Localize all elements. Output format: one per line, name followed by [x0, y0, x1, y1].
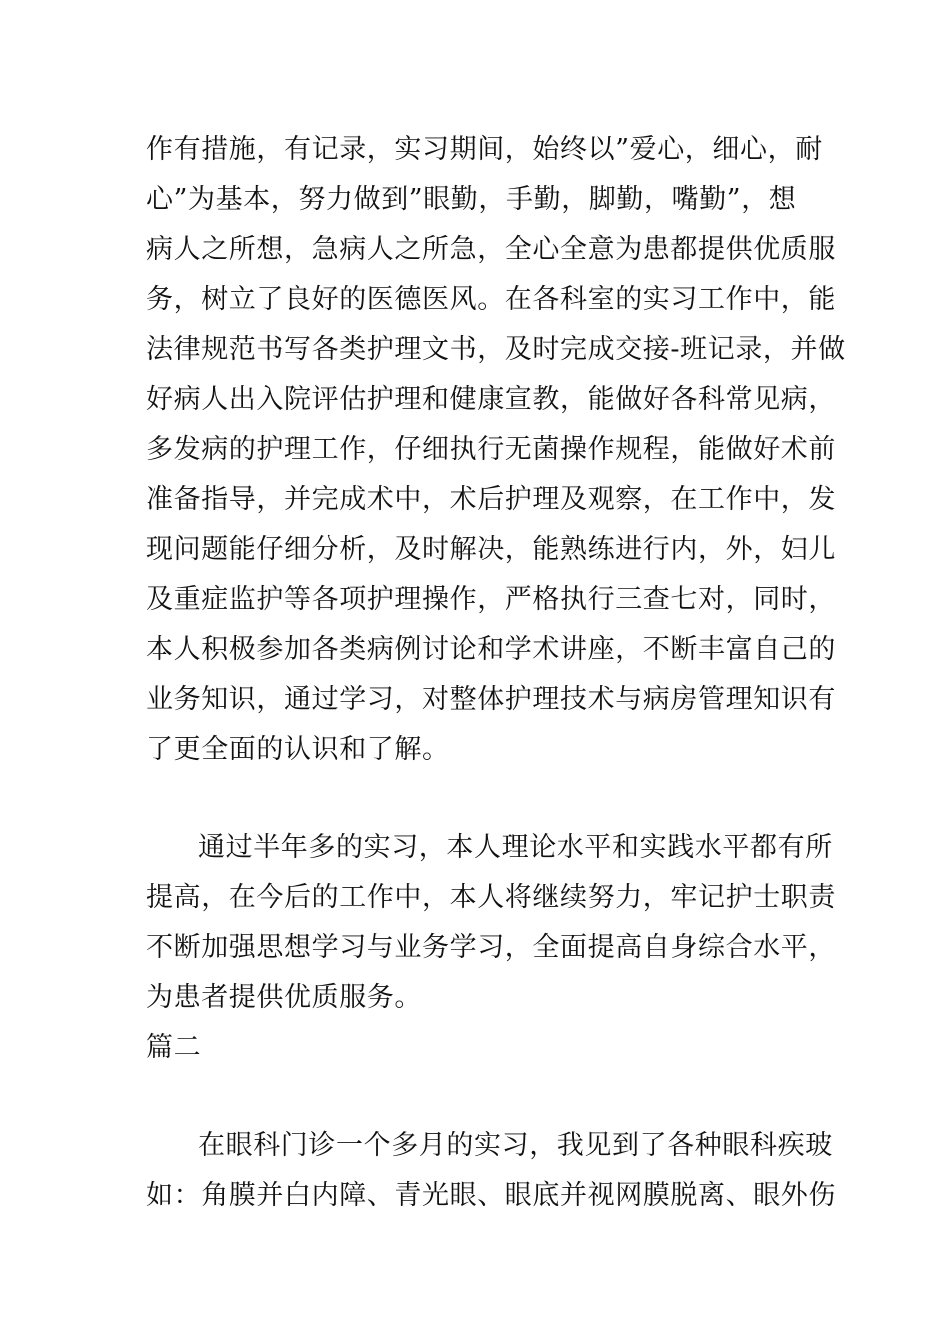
text-line: 好病人出入院评估护理和健康宣教，能做好各科常见病， [146, 384, 836, 415]
text-line: 现问题能仔细分析，及时解决，能熟练进行内，外，妇儿 [146, 534, 836, 565]
text-line: 务，树立了良好的医德医风。在各科室的实习工作中，能 [146, 284, 836, 315]
text-line: 不断加强思想学习与业务学习，全面提高自身综合水平， [146, 932, 836, 963]
text-line: 作有措施，有记录，实习期间，始终以”爱心，细心，耐 [146, 134, 823, 165]
text-line: 在眼科门诊一个多月的实习，我见到了各种眼科疾玻 [198, 1130, 833, 1161]
section-heading: 篇二 [146, 1032, 202, 1063]
text-line: 多发病的护理工作，仔细执行无菌操作规程，能做好术前 [146, 434, 836, 465]
text-line: 病人之所想，急病人之所急，全心全意为患都提供优质服 [146, 234, 836, 265]
text-line: 提高，在今后的工作中，本人将继续努力，牢记护士职责 [146, 882, 836, 913]
text-line: 心”为基本，努力做到”眼勤，手勤，脚勤，嘴勤”，想 [146, 184, 797, 215]
text-line: 准备指导，并完成术中，术后护理及观察，在工作中，发 [146, 484, 836, 515]
text-line: 业务知识，通过学习，对整体护理技术与病房管理知识有 [146, 684, 836, 715]
text-line: 了更全面的认识和了解。 [146, 734, 450, 765]
text-line: 本人积极参加各类病例讨论和学术讲座，不断丰富自己的 [146, 634, 836, 665]
text-line: 法律规范书写各类护理文书，及时完成交接-班记录，并做 [146, 334, 846, 365]
text-line: 及重症监护等各项护理操作，严格执行三查七对，同时， [146, 584, 836, 615]
text-line: 通过半年多的实习，本人理论水平和实践水平都有所 [198, 832, 833, 863]
text-line: 为患者提供优质服务。 [146, 982, 422, 1013]
text-line: 如：角膜并白内障、青光眼、眼底并视网膜脱离、眼外伤 [146, 1180, 836, 1211]
